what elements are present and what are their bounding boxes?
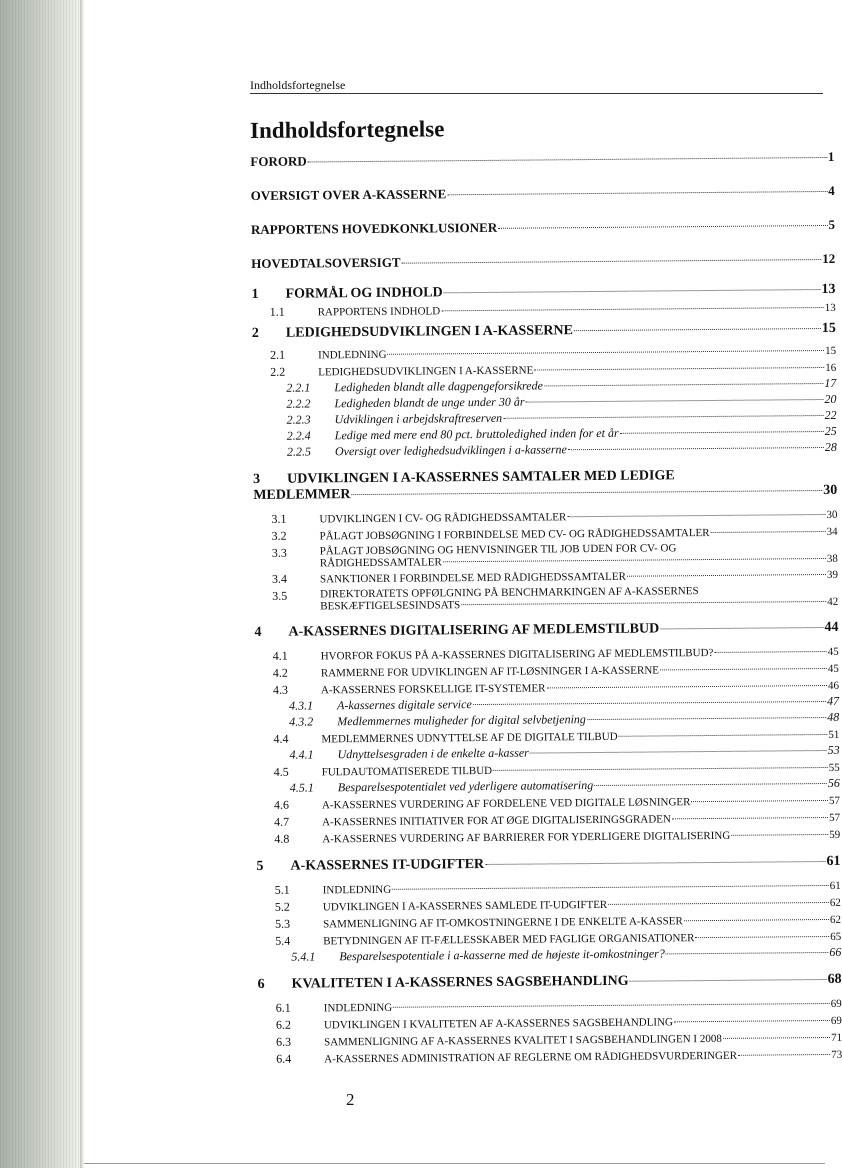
toc-entry-number: 4 xyxy=(254,624,262,640)
toc-entry-title: BETYDNINGEN AF IT-FÆLLESSKABER MED FAGLIGE ORGANISATIONER xyxy=(323,932,695,948)
toc-entry-title: A-KASSERNES DIGITALISERING AF MEDLEMSTILBUD xyxy=(288,621,660,640)
dot-leader xyxy=(530,750,827,754)
dot-leader xyxy=(525,399,823,403)
toc-entry-page: 22 xyxy=(824,407,837,422)
toc-entry-page: 56 xyxy=(827,775,840,790)
toc-chapter-3[interactable] xyxy=(253,467,837,504)
toc-entry-number: 4.4 xyxy=(273,731,289,746)
toc-entry-number: 5.3 xyxy=(274,916,291,931)
dot-leader xyxy=(738,1054,830,1056)
toc-entry-page: 65 xyxy=(830,930,842,943)
dot-leader xyxy=(461,601,826,605)
dot-leader xyxy=(723,1037,830,1039)
toc-entry-title: RAPPORTENS HOVEDKONKLUSIONER xyxy=(250,219,498,237)
toc-heading: Indholdsfortegnelse xyxy=(250,116,445,143)
toc-entry-title: MEDLEMMERNES UDNYTTELSE AF DE DIGITALE TILBUD xyxy=(321,730,618,746)
dot-leader xyxy=(544,383,823,386)
toc-entry-page: 69 xyxy=(830,997,842,1010)
dot-leader xyxy=(546,685,826,688)
toc-entry-number: 3.1 xyxy=(271,511,287,526)
toc-entry-number: 4.1 xyxy=(272,648,288,663)
toc-entry-number: 2.2.2 xyxy=(286,396,311,411)
toc-entry-title: A-KASSERNES INITIATIVER FOR AT ØGE DIGITALISERINGSGRADEN xyxy=(322,813,671,829)
dot-leader xyxy=(660,627,823,629)
toc-entry-title: INDLEDNING xyxy=(322,883,392,897)
toc-entry-number: 5.4.1 xyxy=(291,949,316,964)
toc-entry-page: 48 xyxy=(827,709,840,724)
toc-entry-title: Udnyttelsesgraden i de enkelte a-kasser xyxy=(337,745,529,762)
dot-leader xyxy=(473,701,826,705)
dot-leader xyxy=(498,225,827,229)
toc-entry-title-line1: DIREKTORATETS OPFØLGNING PÅ BENCHMARKINGEN AF A-KASSERNES xyxy=(320,585,699,601)
toc-entry-page: 20 xyxy=(824,391,837,406)
dot-leader xyxy=(666,952,829,954)
toc-entry-page: 34 xyxy=(826,525,838,538)
toc-entry-number: 5.2 xyxy=(274,899,290,914)
toc-chapter-2[interactable] xyxy=(252,321,836,342)
toc-entry-title: A-KASSERNES FORSKELLIGE IT-SYSTEMER xyxy=(320,682,546,697)
toc-entry-page: 45 xyxy=(827,662,839,675)
toc-entry-page: 47 xyxy=(827,693,840,708)
toc-entry-number: 4.5.1 xyxy=(289,780,314,795)
toc-entry-title: FORMÅL OG INDHOLD xyxy=(285,285,443,302)
toc-entry-number: 2.2 xyxy=(270,364,286,379)
toc-entry-number: 2.1 xyxy=(270,347,286,362)
toc-entry-page: 17 xyxy=(824,375,837,390)
dot-leader xyxy=(608,902,829,905)
toc-entry-title: A-KASSERNES ADMINISTRATION AF REGLERNE OM RÅDIGHEDSVURDERINGER xyxy=(324,1049,738,1066)
dot-leader xyxy=(503,415,823,419)
dot-leader xyxy=(660,668,827,670)
toc-entry-title: Ledigheden blandt alle dagpengeforsikrede xyxy=(334,378,543,395)
toc-entry-page: 57 xyxy=(828,794,841,807)
dot-leader xyxy=(627,574,826,577)
dot-leader xyxy=(534,367,824,371)
dot-leader xyxy=(388,350,825,355)
toc-entry-page: 30 xyxy=(823,482,838,499)
toc-entry-title: INDLEDNING xyxy=(323,1001,393,1015)
dot-leader xyxy=(441,307,823,311)
toc-entry-number: 5.1 xyxy=(274,882,290,897)
toc-entry-number: 4.7 xyxy=(274,814,290,829)
toc-entry-number: 3.5 xyxy=(272,588,288,603)
toc-entry-page: 13 xyxy=(821,281,836,298)
toc-entry-title: HOVEDTALSOVERSIGT xyxy=(251,254,401,271)
dot-leader xyxy=(568,447,824,450)
toc-entry-page: 45 xyxy=(827,645,839,658)
toc-entry-number: 4.5 xyxy=(273,764,289,779)
toc-entry-page: 66 xyxy=(829,944,842,959)
toc-entry-title: FORORD xyxy=(250,153,307,169)
dot-leader xyxy=(630,979,827,982)
toc-entry-number: 5.4 xyxy=(275,933,291,948)
dot-leader xyxy=(308,157,827,163)
toc-entry-page: 68 xyxy=(827,971,842,987)
dot-leader xyxy=(587,717,826,720)
dot-leader xyxy=(672,817,828,819)
toc-entry-page: 46 xyxy=(827,679,840,692)
toc-entry-number: 5 xyxy=(256,858,264,874)
dot-leader xyxy=(447,191,827,195)
dot-leader xyxy=(493,767,828,771)
toc-entry-title: Besparelsespotentiale i a-kasserne med de højeste it-omkostninger? xyxy=(339,946,665,964)
toc-entry-title: Ledigheden blandt de unge under 30 år xyxy=(334,394,525,411)
toc-entry-oversigt[interactable] xyxy=(251,183,835,204)
toc-entry-page: 25 xyxy=(824,423,837,438)
toc-entry-forord[interactable] xyxy=(250,149,834,170)
toc-entry-number: 6.4 xyxy=(276,1051,292,1066)
toc-entry-title: Besparelsespotentialet ved yderligere automatisering xyxy=(337,778,594,795)
toc-entry-title: SANKTIONER I FORBINDELSE MED RÅDIGHEDSSAMTALER xyxy=(319,570,626,586)
toc-entry-title: INDLEDNING xyxy=(318,348,387,362)
dot-leader xyxy=(711,531,826,533)
dot-leader xyxy=(352,490,823,495)
dot-leader xyxy=(393,1003,830,1008)
toc-section-4-8[interactable] xyxy=(256,827,840,847)
toc-entry-page: 15 xyxy=(825,344,837,357)
toc-entry-number: 6 xyxy=(257,976,265,992)
dot-leader xyxy=(567,514,825,517)
toc-entry-number: 3.2 xyxy=(271,528,287,543)
toc-entry-page: 73 xyxy=(831,1048,842,1061)
toc-entry-page: 13 xyxy=(824,301,836,314)
toc-entry-page: 69 xyxy=(830,1014,842,1027)
toc-entry-number: 6.1 xyxy=(275,1000,291,1015)
dot-leader xyxy=(402,259,822,264)
toc-entry-page: 30 xyxy=(826,508,838,521)
toc-entry-number: 2.2.3 xyxy=(286,412,311,427)
toc-entry-title: KVALITETEN I A-KASSERNES SAGSBEHANDLING xyxy=(291,973,629,992)
toc-entry-title: UDVIKLINGEN I CV- OG RÅDIGHEDSSAMTALER xyxy=(319,511,567,526)
toc-entry-number: 4.3.1 xyxy=(289,698,314,713)
toc-entry-page: 61 xyxy=(826,853,841,869)
dot-leader xyxy=(485,861,825,865)
dot-leader xyxy=(684,919,829,921)
toc-entry-number: 6.2 xyxy=(275,1017,291,1032)
toc-entry-page: 55 xyxy=(828,761,840,774)
toc-entry-title-line2: MEDLEMMER xyxy=(253,487,351,503)
toc-entry-page: 28 xyxy=(824,439,837,454)
toc-entry-title: UDVIKLINGEN I A-KASSERNES SAMLEDE IT-UDGIFTER xyxy=(322,898,608,914)
toc-entry-number: 4.8 xyxy=(274,831,290,846)
dot-leader xyxy=(691,800,828,802)
toc-entry-title: LEDIGHEDSUDVIKLINGEN I A-KASSERNE xyxy=(318,364,534,379)
toc-entry-page: 62 xyxy=(829,913,842,926)
toc-entry-number: 2 xyxy=(251,325,259,341)
dot-leader xyxy=(594,783,827,786)
toc-entry-title: PÅLAGT JOBSØGNING I FORBINDELSE MED CV- OG RÅDIGHEDSSAMTALER xyxy=(319,527,710,543)
toc-entry-page: 57 xyxy=(829,811,841,824)
dot-leader xyxy=(695,936,829,938)
dot-leader xyxy=(444,289,821,293)
dot-leader xyxy=(714,651,826,653)
toc-section-1-1[interactable] xyxy=(252,300,836,320)
header-rule xyxy=(250,93,823,94)
dot-leader xyxy=(574,328,821,331)
toc-entry-page: 59 xyxy=(829,828,841,841)
toc-entry-title: A-kassernes digitale service xyxy=(337,697,472,713)
toc-entry-title: HVORFOR FOKUS PÅ A-KASSERNES DIGITALISERING AF MEDLEMSTILBUD? xyxy=(320,646,714,663)
toc-entry-number: 3 xyxy=(253,471,261,487)
toc-entry-title: Udviklingen i arbejdskraftreserven xyxy=(334,410,503,427)
toc-chapter-4[interactable] xyxy=(254,620,838,641)
toc-entry-page: 53 xyxy=(827,742,840,757)
toc-entry-title: A-KASSERNES IT-UDGIFTER xyxy=(290,856,485,874)
toc-entry-number: 4.2 xyxy=(272,665,288,680)
toc-entry-page: 62 xyxy=(829,896,841,909)
toc-entry-title: Oversigt over ledighedsudviklingen i a-kasserne xyxy=(334,442,567,459)
toc-entry-page: 5 xyxy=(828,216,836,232)
toc-entry-page: 15 xyxy=(821,320,836,337)
toc-entry-title: OVERSIGT OVER A-KASSERNE xyxy=(250,186,447,203)
toc-entry-page: 51 xyxy=(828,728,840,741)
toc-entry-title: Ledige med mere end 80 pct. bruttoledighed inden for et år xyxy=(334,425,619,443)
toc-entry-number: 4.3.2 xyxy=(289,714,314,729)
toc-entry-number: 6.3 xyxy=(276,1034,292,1049)
toc-entry-page: 44 xyxy=(824,619,839,636)
toc-entry-title: Medlemmernes muligheder for digital selvbetjening xyxy=(337,712,586,729)
dot-leader xyxy=(731,834,828,836)
toc-entry-title-line2: BESKÆFTIGELSESINDSATS xyxy=(320,599,461,613)
toc-entry-number: 2.2.5 xyxy=(286,444,311,459)
toc-entry-title: SAMMENLIGNING AF IT-OMKOSTNINGERNE I DE ENKELTE A-KASSER xyxy=(322,915,683,931)
toc-entry-title: UDVIKLINGEN I KVALITETEN AF A-KASSERNES SAGSBEHANDLING xyxy=(323,1016,674,1032)
toc-entry-number: 3.4 xyxy=(271,571,288,586)
toc-entry-title: A-KASSERNES VURDERING AF FORDELENE VED DIGITALE LØSNINGER xyxy=(321,796,691,812)
toc-entry-title: FULDAUTOMATISEREDE TILBUD xyxy=(321,764,493,779)
dot-leader xyxy=(619,734,828,737)
dot-leader xyxy=(392,885,829,890)
toc-entry-title: RAPPORTENS INDHOLD xyxy=(317,305,441,319)
toc-entry-number: 4.4.1 xyxy=(289,747,314,762)
toc-entry-number: 4.3 xyxy=(272,682,289,697)
toc-entry-page: 1 xyxy=(827,148,835,164)
dot-leader xyxy=(620,431,824,434)
toc-entry-title-line1: UDVIKLINGEN I A-KASSERNES SAMTALER MED LEDIGE xyxy=(287,468,675,487)
toc-entry-title: A-KASSERNES VURDERING AF BARRIERER FOR YDERLIGERE DIGITALISERING xyxy=(322,829,731,846)
toc-entry-title: RAMMERNE FOR UDVIKLINGEN AF IT-LØSNINGER I A-KASSERNE xyxy=(320,664,660,680)
toc-entry-page: 71 xyxy=(830,1031,842,1044)
toc-entry-number: 1 xyxy=(251,286,259,302)
toc-chapter-5[interactable] xyxy=(256,854,840,875)
toc-entry-hovedkonklusioner[interactable] xyxy=(251,217,835,238)
table-of-contents xyxy=(250,113,842,1067)
toc-entry-title: LEDIGHEDSUDVIKLINGEN I A-KASSERNE xyxy=(285,323,574,341)
toc-entry-title-line2: RÅDIGHEDSSAMTALER xyxy=(319,556,442,570)
toc-entry-hovedtalsoversigt[interactable] xyxy=(251,251,835,272)
toc-entry-title-line1: PÅLAGT JOBSØGNING OG HENVISNINGER TIL JOB UDEN FOR CV- OG xyxy=(319,542,677,558)
toc-entry-title: SAMMENLIGNING AF A-KASSERNES KVALITET I SAGSBEHANDLINGEN I 2008 xyxy=(324,1032,722,1049)
toc-entry-number: 2.2.4 xyxy=(286,428,311,443)
dot-leader xyxy=(674,1020,830,1022)
scan-binding-edge xyxy=(0,0,80,1168)
running-header: Indholdsfortegnelse xyxy=(250,78,346,92)
toc-entry-number: 2.2.1 xyxy=(286,380,311,395)
toc-section-3-5[interactable] xyxy=(254,584,838,613)
toc-entry-page: 39 xyxy=(826,568,839,581)
toc-chapter-6[interactable] xyxy=(257,972,841,993)
toc-entry-number: 1.1 xyxy=(269,304,285,319)
toc-entry-page: 12 xyxy=(822,250,836,267)
page-number: 2 xyxy=(346,1090,355,1109)
toc-entry-page: 4 xyxy=(828,182,835,198)
toc-entry-page: 42 xyxy=(827,595,839,608)
toc-entry-page: 38 xyxy=(826,552,838,565)
toc-entry-page: 16 xyxy=(825,361,837,374)
toc-entry-page: 61 xyxy=(829,879,841,892)
dot-leader xyxy=(443,558,826,562)
toc-entry-number: 3.3 xyxy=(271,545,287,560)
toc-entry-number: 4.6 xyxy=(273,797,290,812)
toc-section-3-3[interactable] xyxy=(254,541,838,570)
